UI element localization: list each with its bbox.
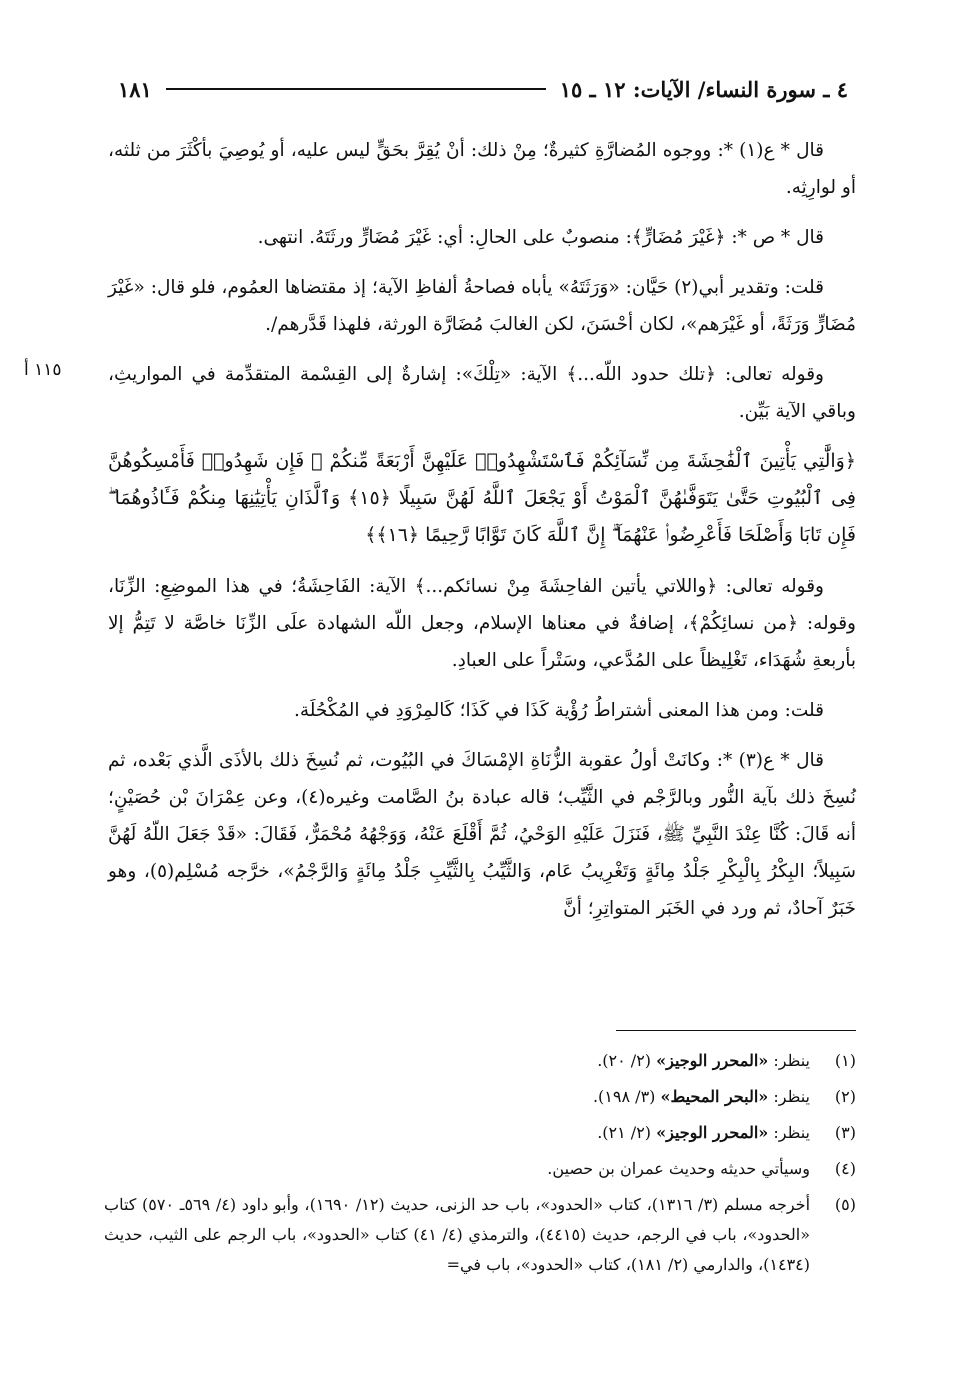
footnote-number: (٣) xyxy=(834,1123,856,1142)
footnote-separator xyxy=(616,1030,856,1031)
footnote-source: «المحرر الوجيز» xyxy=(656,1051,769,1070)
footnote-prefix: ينظر: xyxy=(768,1123,810,1142)
page-number: ١٨١ xyxy=(118,76,152,102)
footnote xyxy=(104,1082,856,1112)
paragraph-1: قال * ع(١) *: ووجوه المُضارَّةِ كثيرةٌ؛ مِنْ ذلك: أنْ يُقِرَّ بحَقٍّ ليس عليه، أو يُوصِيَ بأكْثَرَ من ثلثه، أو لوارِثِه. xyxy=(108,140,856,198)
footnote-text xyxy=(104,1118,810,1148)
footnote xyxy=(104,1118,856,1148)
footnote-prefix: ينظر: xyxy=(768,1051,810,1070)
paragraph-2: قال * ص *: ﴿غَيْرَ مُضَارٍّ﴾: منصوبٌ على الحالِ: أي: غَيْرَ مُضَارٍّ ورثَتَهُ. انتهى. xyxy=(257,227,824,248)
paragraph-4: وقوله تعالى: ﴿تلك حدود اللّه...﴾ الآية: «تِلْكَ»: إشارةٌ إلى القِسْمة المتقدِّمة في المواريثِ، وباقي الآية بَيِّن. xyxy=(108,364,856,422)
footnote-suffix: (٢/ ٢١). xyxy=(597,1123,657,1142)
footnote-suffix: (٢/ ٢٠). xyxy=(597,1051,657,1070)
footnote xyxy=(104,1190,856,1280)
paragraph-5: وقوله تعالى: ﴿واللاتي يأتين الفاحِشَةَ مِنْ نسائكم...﴾ الآية: الفَاحِشَةُ؛ في هذا الموضِعِ: الزِّنَا، وقوله: ﴿من نسائِكُمْ﴾، إضافةٌ في معناها الإسلام، وجعل اللّه الشهادة علَى الزِّنَا خاصَّة لا تَتِمُّ إلا بأربعةِ شُهَدَاء، تَغْلِيظاً على المُدَّعي، وسَتْراً على العبادِ. xyxy=(108,576,856,671)
paragraph-6: قلت: ومن هذا المعنى أشتراطُ رُؤْية كَذَا في كَذَا؛ كَالمِرْوَدِ في المُكْحُلَة. xyxy=(293,700,824,721)
footnote-source: «المحرر الوجيز» xyxy=(656,1123,769,1142)
footnotes xyxy=(104,1046,856,1286)
footnote xyxy=(104,1154,856,1184)
footnote-number: (٥) xyxy=(834,1195,856,1214)
running-header xyxy=(118,72,848,106)
paragraph-3: قلت: وتقدير أبي(٢) حَيَّان: «وَرَثَتَهُ» يأباه فصاحةُ ألفاظِ الآية؛ إذ مقتضاها العمُوم، فلو قال: «غَيْرَ مُضَارٍّ وَرَثَةً، أو غَيْرَهم»، لكان أحْسَنَ، لكن الغالبَ مُضَارَّة الورثة، فلهذا قَدَّرهم/. xyxy=(108,277,856,335)
manuscript-folio-note: ١١٥ أ xyxy=(24,360,62,380)
footnote-text: وسيأتي حديثه وحديث عمران بن حصين. xyxy=(547,1159,810,1178)
footnote-prefix: ينظر: xyxy=(768,1087,810,1106)
main-text xyxy=(108,132,856,940)
footnote-source: «البحر المحيط» xyxy=(660,1087,769,1106)
footnote-number: (٤) xyxy=(834,1159,856,1178)
footnote-number: (٢) xyxy=(834,1087,856,1106)
footnote-number: (١) xyxy=(834,1051,856,1070)
footnote-text xyxy=(104,1082,810,1112)
surah-title: ٤ ـ سورة النساء/ الآيات: ١٢ ـ ١٥ xyxy=(559,76,848,102)
header-rule xyxy=(166,88,546,90)
footnote xyxy=(104,1046,856,1076)
footnote-text xyxy=(104,1046,810,1076)
footnote-suffix: (٣/ ١٩٨). xyxy=(592,1087,661,1106)
quran-verse-block: ﴿وَالَّٰتِي يَأْتِينَ ٱلْفَٰحِشَةَ مِن نِّسَآئِكُمْ فَٱسْتَشْهِدُوا۟ عَلَيْهِنَّ أَرْبَعَةً مِّنكُمْ ۖ فَإِن شَهِدُوا۟ فَأَمْسِكُوهُنَّ فِى ٱلْبُيُوتِ حَتَّىٰ يَتَوَفَّىٰهُنَّ ٱلْمَوْتُ أَوْ يَجْعَلَ ٱللَّهُ لَهُنَّ سَبِيلًا ﴿١٥﴾ وَٱلَّذَانِ يَأْتِيَٰنِهَا مِنكُمْ فَـَٔاذُوهُمَا ۖ فَإِن تَابَا وَأَصْلَحَا فَأَعْرِضُوا۟ عَنْهُمَآ ۗ إِنَّ ٱللَّهَ كَانَ تَوَّابًا رَّحِيمًا ﴿١٦﴾﴾ xyxy=(108,450,857,546)
footnote-text: أخرجه مسلم (٣/ ١٣١٦)، كتاب «الحدود»، باب حد الزنى، حديث (١٢/ ١٦٩٠)، وأبو داود (٤/ ٥٦٩ـ ٥٧٠) كتاب «الحدود»، باب في الرجم، حديث (٤٤١٥)، والترمذي (٤/ ٤١) كتاب «الحدود»، باب الرجم على الثيب، حديث (١٤٣٤)، والدارمي (٢/ ١٨١)، كتاب «الحدود»، باب في= xyxy=(104,1195,811,1274)
paragraph-7: قال * ع(٣) *: وكانَتْ أولُ عقوبة الزُّنَاةِ الإمْسَاكَ في البُيُوت، ثم نُسِخَ ذلك بالأذَى الَّذي بَعْده، ثم نُسِخَ ذلك بآية النُّور وبالرَّجْم في الثَّيِّب؛ قاله عبادة بنُ الصَّامت وغيره(٤)، وعن عِمْرَانَ بْن حُصَيْنٍ؛ أنه قَالَ: كُنَّا عِنْدَ النَّبِيِّ ﷺ، فَنَزَلَ عَلَيْهِ الوَحْيُ، ثُمَّ أَقْلَعَ عَنْهُ، وَوَجْهُهُ مُحْمَرٌّ، فَقَالَ: «قَدْ جَعَلَ اللّهُ لَهُنَّ سَبِيلاً؛ البِكْرُ بِالْبِكْرِ جَلْدُ مِائَةٍ وَتَغْرِيبُ عَام، وَالثَّيِّبُ بِالثَّيِّبِ جَلْدُ مِائَةٍ وَالرَّجْمُ»، خرَّجه مُسْلِم(٥)، وهو خَبَرٌ آحادٌ، ثم ورد في الخَبَر المتواتِرِ؛ أنَّ xyxy=(108,750,857,919)
